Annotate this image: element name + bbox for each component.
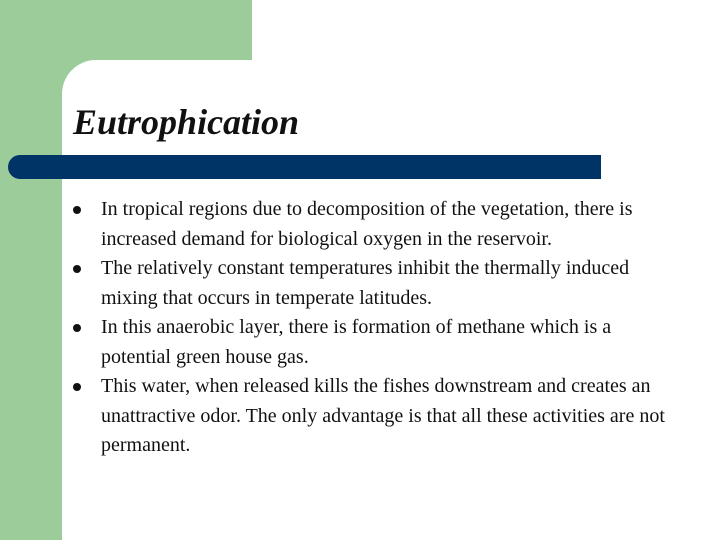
bullet-text: In tropical regions due to decomposition of the vegetation, there is increased demand for biological oxygen in the reservoir. — [101, 198, 633, 250]
bullet-text: The relatively constant temperatures inhibit the thermally induced mixing that occurs in temperate latitudes. — [101, 257, 630, 309]
decorative-green-left-strip — [0, 0, 62, 540]
title-underline-bar — [8, 155, 601, 179]
bullet-dot-icon — [73, 206, 81, 214]
bullet-dot-icon — [73, 383, 81, 391]
bullet-item — [70, 254, 670, 313]
bullet-dot-icon — [73, 324, 81, 332]
bullet-text: In this anaerobic layer, there is formation of methane which is a potential green house gas. — [101, 316, 612, 368]
bullet-text: This water, when released kills the fishes downstream and creates an unattractive odor. The only advantage is that all these activities are not permanent. — [101, 375, 665, 456]
bullet-item — [70, 313, 670, 372]
bullet-item — [70, 372, 670, 461]
bullet-item — [70, 195, 670, 254]
bullet-list — [70, 195, 670, 461]
bullet-dot-icon — [73, 265, 81, 273]
slide-title: Eutrophication — [73, 102, 300, 142]
